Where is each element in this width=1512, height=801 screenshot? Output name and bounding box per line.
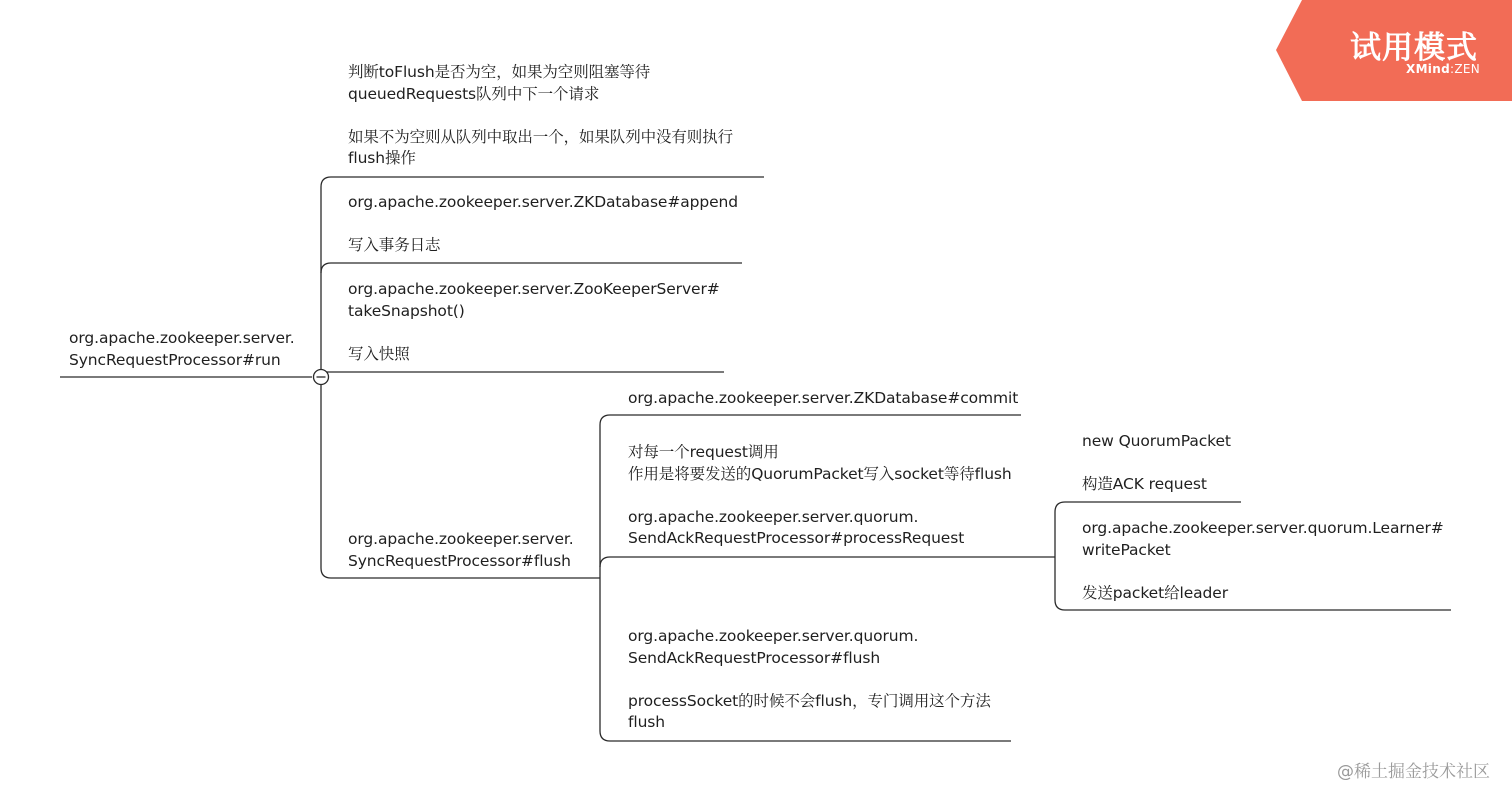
minus-circle-icon[interactable] <box>314 370 329 385</box>
node-sync-flush[interactable]: org.apache.zookeeper.server. SyncRequestProcessor#flush <box>348 530 574 570</box>
node-toflush-check[interactable]: 判断toFlush是否为空，如果为空则阻塞等待 queuedRequests队列中下一个请求 如果不为空则从队列中取出一个，如果队列中没有则执行 flush操作 <box>348 63 734 167</box>
badge-title: 试用模式 <box>1350 30 1478 66</box>
connector-append <box>321 263 742 273</box>
node-zkdatabase-commit[interactable]: org.apache.zookeeper.server.ZKDatabase#commit <box>628 389 1019 407</box>
badge-brand: XMind <box>1406 62 1450 76</box>
badge-edition: ZEN <box>1454 62 1480 76</box>
connector-process-request <box>600 557 1055 567</box>
node-zkdatabase-append[interactable]: org.apache.zookeeper.server.ZKDatabase#append 写入事务日志 <box>348 193 739 254</box>
node-learner-write-packet[interactable]: org.apache.zookeeper.server.quorum.Learner# writePacket 发送packet给leader <box>1082 519 1444 602</box>
watermark: @稀土掘金技术社区 <box>1337 762 1490 782</box>
badge-brand-line <box>1406 62 1480 76</box>
node-take-snapshot[interactable]: org.apache.zookeeper.server.ZooKeeperServer# takeSnapshot() 写入快照 <box>348 280 720 363</box>
node-send-ack-flush[interactable]: org.apache.zookeeper.server.quorum. SendAckRequestProcessor#flush processSocket的时候不会flush，专门调用这个方法 flush <box>628 627 991 731</box>
root-node[interactable]: org.apache.zookeeper.server. SyncRequestProcessor#run <box>69 329 295 369</box>
trial-badge[interactable] <box>1276 0 1512 101</box>
node-new-quorum-packet[interactable]: new QuorumPacket 构造ACK request <box>1082 432 1231 493</box>
node-send-ack-process-request[interactable]: 对每一个request调用 作用是将要发送的QuorumPacket写入socket等待flush org.apache.zookeeper.server.quorum. SendAckRequestProcessor#processRequest <box>628 443 1012 547</box>
badge-separator: : <box>1449 62 1455 76</box>
